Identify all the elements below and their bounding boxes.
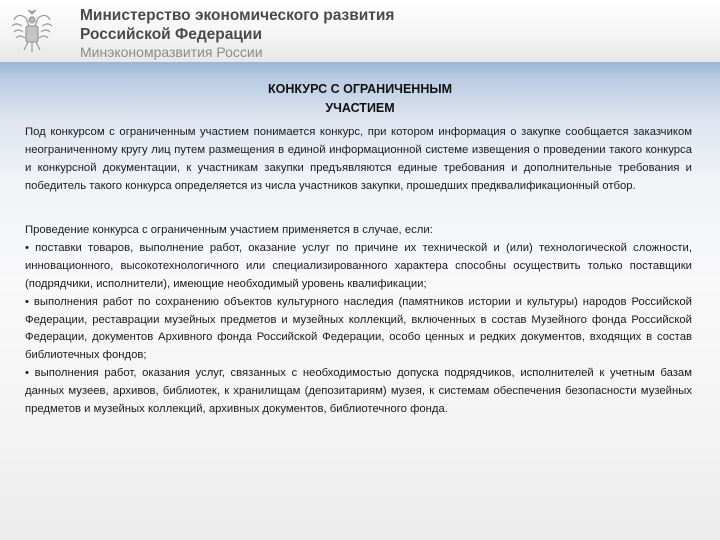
slide-body [0,62,720,540]
conditions-block [25,222,692,419]
ministry-title-line2: Российской Федерации [80,26,262,43]
coat-of-arms-icon [8,6,56,56]
ministry-subtitle: Минэкономразвития России [80,44,263,60]
condition-item-3: • выполнения работ, оказания услуг, связанных с необходимостью допуска подрядчиков, исполнителей к учетным базам данных музеев, архивов, библиотек, к хранилищам (депозитариям) музея, к системам обеспечения безопасности музейных предметов и музейных коллекций, архивных документов, библиотечного фонда. [25,367,692,416]
header-bar [0,0,720,62]
definition-paragraph: Под конкурсом с ограниченным участием понимается конкурс, при котором информация о закупке сообщается заказчиком неограниченному кругу лиц путем размещения в единой информационной системе извещения о проведении такого конкурса и конкурсной документации, к участникам закупки предъявляются единые требования и дополнительные требования и победитель такого конкурса определяется из числа участников закупки, прошедших предквалификационный отбор. [25,126,692,192]
slide-title-line2: УЧАСТИЕМ [325,101,395,115]
ministry-title-line1: Министерство экономического развития [80,7,395,24]
condition-item-2: • выполнения работ по сохранению объектов культурного наследия (памятников истории и культуры) народов Российской Федерации, реставрации музейных предметов и музейных коллекций, включенных в состав Музейного фонда Российской Федерации, документов Архивного фонда Российской Федерации, особо ценных и редких документов, входящих в состав библиотечных фондов; [25,295,692,362]
ministry-title [80,6,394,44]
conditions-intro: Проведение конкурса с ограниченным участием применяется в случае, если: [25,224,433,236]
condition-item-1: • поставки товаров, выполнение работ, оказание услуг по причине их технической и (или) технологической сложности, инновационного, высокотехнологичного или специализированного характера способны осуществить только поставщики (подрядчики, исполнители), имеющие необходимый уровень квалификации; [25,241,692,290]
slide-title [0,80,720,118]
slide-title-line1: КОНКУРС С ОГРАНИЧЕННЫМ [267,82,453,96]
